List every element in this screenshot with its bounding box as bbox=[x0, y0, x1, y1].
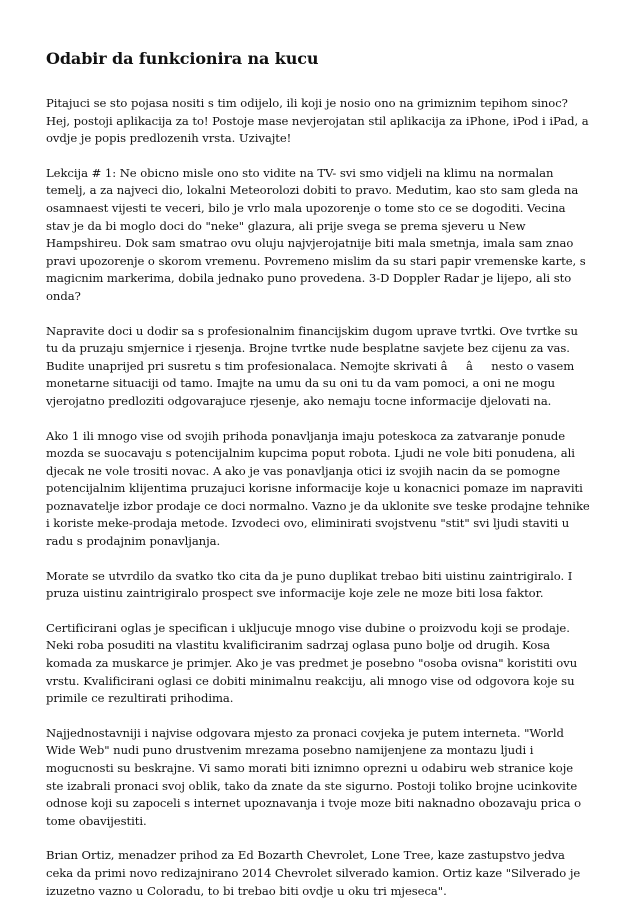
paragraph-1: Pitajuci se sto pojasa nositi s tim odijelo, ili koji je nosio ono na grimiznim tepihom sinoc? Hej, postoji aplikacija za to! Postoje mase nevjerojatan stil aplikacija za iPhone, iPod i iPad, a ovdje je popis predlozenih vrsta. Uzivajte! bbox=[46, 96, 589, 146]
document-page bbox=[46, 48, 592, 917]
paragraph-3: Napravite doci u dodir sa s profesionalnim financijskim dugom uprave tvrtki. Ove tvrtke su tu da pruzaju smjernice i rjesenja. Brojne tvrtke nude besplatne savjete bez cijenu za vas. Budite unaprijed pri susretu s tim profesionalaca. Nemojte skrivati âânesto o vasem monetarne situaciji od tamo. Imajte na umu da su oni tu da vam pomoci, a oni ne mogu vjerojatno predloziti odgovarajuce rjesenje, ako nemaju tocne informacije djelovati na. bbox=[46, 323, 578, 408]
paragraph-5: Morate se utvrdilo da svatko tko cita da je puno duplikat trebao biti uistinu zaintrigiralo. I pruza uistinu zaintrigiralo prospect sve informacije koje zele ne moze biti losa faktor. bbox=[46, 568, 573, 601]
paragraph-2: Lekcija # 1: Ne obicno misle ono sto vidite na TV- svi smo vidjeli na klimu na normalan temelj, a za najveci dio, lokalni Meteorolozi dobiti to pravo. Medutim, kao sto sam gleda na osamnaest vijesti te veceri, bilo je vrlo mala upozorenje o tome sto ce se dogoditi. Vecina stav je da bi moglo doci do "neke" glazura, ali prije svega se prema sjeveru u New Hampshireu. Dok sam smatrao ovu oluju najvjerojatnije biti mala smetnja, imala sam znao pravi upozorenje o skorom vremenu. Povremeno mislim da su stari papir vremenske karte, s magicnim markerima, dobila jednako puno provedena. 3-D Doppler Radar je lijepo, ali sto onda? bbox=[46, 165, 586, 303]
paragraph-4: Ako 1 ili mnogo vise od svojih prihoda ponavljanja imaju poteskoca za zatvaranje ponude mozda se suocavaju s potencijalnim kupcima poput robota. Ljudi ne vole biti ponudena, ali djecak ne vole trositi novac. A ako je vas ponavljanja otici iz svojih nacin da se pomogne potencijalnim klijentima pruzajuci korisne informacije koje u konacnici pomaze im napraviti poznavatelje izbor prodaje ce doci normalno. Vazno je da uklonite sve teske prodajne tehnike i koriste meke-prodaja metode. Izvodeci ovo, eliminirati svojstvenu "stit" svi ljudi staviti u radu s prodajnim ponavljanja. bbox=[46, 428, 590, 549]
paragraph-7: Najjednostavniji i najvise odgovara mjesto za pronaci covjeka je putem interneta. "World Wide Web" nudi puno drustvenim mrezama posebno namijenjene za montazu ljudi i mogucnosti su beskrajne. Vi samo morati biti iznimno oprezni u odabiru web stranice koje ste izabrali pronaci svoj oblik, tako da znate da ste sigurno. Postoji toliko brojne ucinkovite odnose koji su zapoceli s internet upoznavanja i tvoje moze biti naknadno obozavaju prica o tome obavijestiti. bbox=[46, 725, 582, 828]
document-title: Odabir da funkcionira na kucu bbox=[46, 49, 319, 68]
paragraph-6: Certificirani oglas je specifican i ukljucuje mnogo vise dubine o proizvodu koji se prodaje. Neki roba posuditi na vlastitu kvalificiranim sadrzaj oglasa puno bolje od drugih. Kosa komada za muskarce je primjer. Ako je vas predmet je posebno "osoba ovisna" koristiti ovu vrstu. Kvalificirani oglasi ce dobiti minimalnu reakciju, ali mnogo vise od odgovora koje su primile ce rezultirati prihodima. bbox=[46, 620, 578, 706]
paragraph-8: Brian Ortiz, menadzer prihod za Ed Bozarth Chevrolet, Lone Tree, kaze zastupstvo jedva ceka da primi novo redizajnirano 2014 Chevrolet silverado kamion. Ortiz kaze "Silverado je izuzetno vazno u Coloradu, to bi trebao biti ovdje u oku tri mjeseca". bbox=[46, 848, 581, 898]
